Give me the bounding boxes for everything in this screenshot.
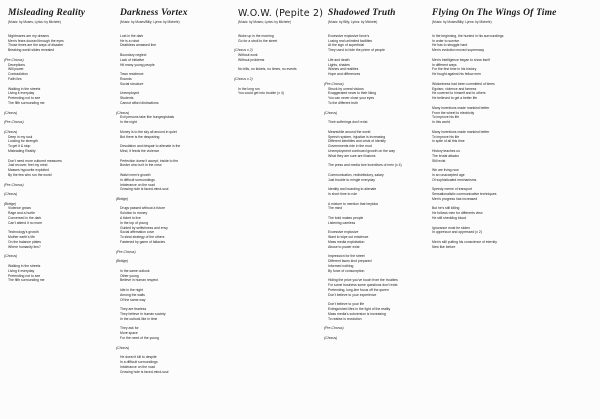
lyric-line: Deceptions [8, 62, 25, 67]
lyric-line: Among the walls [120, 292, 145, 297]
lyric-line: On the balance plates [8, 240, 41, 245]
lyric-line: Rounds [120, 76, 132, 81]
lyric-line: By the few who run the world [8, 172, 52, 177]
lyric-line: They used to hide the prime of people [328, 48, 385, 53]
section-tag: (Chorus) [4, 192, 18, 197]
lyric-line: Mass media exploitation [328, 240, 365, 245]
lyric-line: Breaking world slides revealed [8, 48, 54, 53]
lyric-line: He fought against his fellow men [432, 72, 482, 77]
lyric-line: Idle in the night [120, 288, 143, 293]
lyric-line: Informed nothing [328, 264, 354, 269]
song-title: W.O.W. (Pepite 2) [238, 8, 324, 19]
lyric-line: Mind, it feeds the violence [120, 148, 160, 153]
lyric-line: You can never close your eyes [328, 96, 375, 101]
lyric-line: He doesn't kill to despite [120, 355, 157, 360]
lyric-line: Life and death [328, 57, 350, 62]
lyric-line: Of the same way [120, 297, 146, 302]
song-credit: (Music: by Moses/Billy; Lyrics: by Michele) [432, 20, 492, 24]
lyric-line: Contradiction [8, 72, 28, 77]
lyric-line: Abuse to power exist [328, 244, 360, 249]
lyric-line: In oppressor and oppressed (x 2) [432, 230, 482, 235]
lyric-line: Losing real unlimited facilities [328, 38, 373, 43]
lyric-line: Lights, shades [328, 62, 350, 67]
lyric-line: Students [120, 96, 134, 101]
lyric-line: From the wheel to electricity [432, 110, 475, 115]
song-column-misleading-reality [4, 8, 116, 283]
lyric-line: Struck by unreal visions [328, 86, 364, 91]
lyric-line: For some business some questions don't exist [328, 283, 398, 288]
lyric-line: Violence grows [8, 206, 31, 211]
lyric-line: Governments ride in the mud [328, 144, 372, 149]
lyric-line: To realise is revolution [328, 316, 362, 321]
lyric-line: Impression for the street [328, 254, 365, 259]
lyric-line: Still exist [432, 158, 446, 163]
song-credit: (Music: by Moses; Lyrics: by Michele) [8, 20, 61, 24]
lyric-line: He has to struggle hard [432, 43, 468, 48]
lyric-line: Other young [120, 273, 139, 278]
song-column-shadowed-truth [324, 8, 428, 341]
lyric-line: Egoism, violence and farness [432, 86, 477, 91]
lyric-line: Money is to the sky all around in quiet [120, 129, 177, 134]
lyric-line: Unemployment continued growth on the way [328, 148, 395, 153]
lyric-line: Just trouble to mingle everyday [328, 177, 375, 182]
lyric-line: In the top of young [120, 220, 149, 225]
lyric-line: Unemployed [120, 91, 140, 96]
lyric-line: To get it & stop [8, 144, 31, 149]
lyric-line: He still shedding blood [432, 216, 467, 221]
song-lyrics [4, 29, 116, 283]
section-tag: (Bridge) [116, 196, 129, 201]
lyric-line: Don't believe to your experience [328, 292, 377, 297]
lyric-line: Sensationalistic communicative techniques [432, 192, 497, 197]
section-tag: (Pre-Chorus) [116, 249, 136, 254]
lyric-line: More space [120, 331, 138, 336]
lyric-line: Looking for strength [8, 139, 38, 144]
lyric-line: Evil persons take like hungerglobals [120, 115, 175, 120]
lyric-line: But there is the despairing [120, 134, 160, 139]
lyric-line: The filth surrounding me [8, 100, 45, 105]
lyric-line: Without problems [238, 57, 265, 62]
song-title: Flying On The Wings Of Time [432, 8, 557, 18]
lyric-line: History teaches us [432, 148, 460, 153]
lyric-line: Drugs passed without a future [120, 206, 166, 211]
lyric-line: A mixture to mention that beyblos [328, 201, 379, 206]
lyric-line: Men's evolution moved supremacy [432, 48, 485, 53]
lyric-line: They are fearless [120, 307, 147, 312]
section-tag: (Pre-Chorus) [324, 81, 344, 86]
lyric-line: Living it everyday [8, 91, 35, 96]
lyric-line: Faith lies [8, 76, 22, 81]
lyric-line: Mother earth's life [8, 235, 35, 240]
lyric-line: Believe in human respect [120, 278, 159, 283]
lyric-line: To improve his life [432, 115, 460, 120]
section-tag: (Pre-Chorus) [4, 182, 24, 187]
lyric-line: Identity and boarding to alienate [328, 187, 377, 192]
lyric-line: Living it everyday [8, 268, 35, 273]
lyric-line: Excessive explosive force's [328, 33, 370, 38]
lyric-line: Town residence [120, 72, 144, 77]
section-tag: (Chorus x 2) [234, 48, 253, 53]
lyric-line: Cannot afford distractions [120, 100, 159, 105]
lyric-line: In the outlook like in time [120, 316, 158, 321]
song-lyrics [234, 29, 324, 96]
song-credit: (Music: by Moses; Lyrics: by Michele) [238, 20, 291, 24]
lyric-line: Men's still putting his conscience of eternity [432, 240, 497, 245]
lyric-line: In the long run [238, 86, 260, 91]
lyric-line: Those times are the ways of disaster [8, 43, 64, 48]
lyric-line: Nightmares are my dreams [8, 33, 49, 38]
lyric-line: He follows men for differents view [432, 211, 483, 216]
lyric-line: To the different truth [328, 100, 359, 105]
lyric-line: Lost in the dark [120, 33, 144, 38]
lyric-line: Of sophisticated mechanisms [432, 177, 477, 182]
lyric-line: In an unaccepted age [432, 172, 465, 177]
lyric-line: In spite of all this time [432, 139, 465, 144]
lyric-line: The filth surrounding me [8, 278, 45, 283]
lyric-line: Walking in the streets [8, 264, 41, 269]
song-lyrics [324, 29, 428, 341]
lyric-line: Exaggerated news to their liking [328, 91, 377, 96]
lyric-line: Masses hypocrite exploited [8, 168, 49, 173]
lyric-line: In the night [120, 120, 137, 125]
lyric-line: Hope and differences [328, 72, 361, 77]
lyric-line: Watch men's growth [120, 172, 151, 177]
lyric-line: Men's progress has increased [432, 196, 478, 201]
lyric-line: Men's intelligence began to show itself [432, 57, 490, 62]
lyric-line: Ignorance must be stolen [432, 225, 471, 230]
lyric-line: The bold makes people [328, 216, 364, 221]
lyric-line: Without work [238, 52, 258, 57]
lyric-line: He believed to get a better life [432, 96, 478, 101]
lyric-line: You could get into trouble (x 4) [238, 91, 284, 96]
lyric-line: Will power [8, 67, 24, 72]
section-tag: (Bridge) [116, 259, 129, 264]
song-title: Shadowed Truth [328, 8, 396, 18]
lyric-line: New like before [432, 244, 456, 249]
section-tag: (Chorus) [324, 110, 338, 115]
lyric-line: To improve his life [432, 134, 460, 139]
section-tag: (Bridge) [4, 201, 17, 206]
song-title: Darkness Vortex [120, 8, 188, 18]
section-tag: (Chorus) [4, 110, 18, 115]
lyric-line: Social structure [120, 81, 144, 86]
lyric-line: Growing hole is faced-mind-soul [120, 187, 169, 192]
lyric-line: Solution to money [120, 211, 148, 216]
lyric-line: In the beginning, the hunted in his surroundings [432, 33, 504, 38]
lyric-line: Lack of initiative [120, 57, 145, 62]
song-title: Misleading Reality [8, 8, 86, 18]
section-tag: (Chorus) [324, 336, 338, 340]
lyric-line: Boundary neglect [120, 52, 147, 57]
song-column-flying-on-the-wings-of-time [432, 8, 592, 250]
lyric-line: Speech system, injustice is increasing [328, 134, 386, 139]
lyric-line: Perfection doesn't accept, inside to the [120, 158, 179, 163]
lyric-line: Intolerance on the road [120, 182, 155, 187]
lyric-line: Excessive explosive [328, 230, 359, 235]
lyric-line: Growing hole is faced-mind-soul [120, 369, 169, 374]
lyric-line: In different ways [432, 62, 457, 67]
lyric-line: Don't believe to your life [328, 302, 365, 307]
lyric-line: Desolation and despair to alienate is the [120, 144, 181, 149]
lyric-line: Different faces kind prepared [328, 259, 372, 264]
lyric-line: Different identities and crisis of identity [328, 139, 386, 144]
lyric-line: Many inventions made mankind better [432, 105, 490, 110]
lyric-line: Fastened by game of fallacies [120, 240, 166, 245]
song-lyrics [432, 29, 592, 250]
song-lyrics [116, 29, 228, 374]
lyric-line: Their sufferings don't exist [328, 120, 368, 125]
lyric-line: For the need of the young [120, 336, 159, 340]
lyric-line: Just recover, feel my mind [8, 163, 48, 168]
lyric-line: For the first time in his history [432, 67, 477, 72]
lyric-line: Hit many young people [120, 62, 155, 67]
lyric-line: In difficult surroundings [120, 177, 155, 182]
section-tag: (Chorus) [116, 345, 130, 350]
lyric-line: He covered to himself and to others [432, 91, 486, 96]
lyric-line: The brutal attacks [432, 153, 459, 158]
lyric-line: At the sign of superficial [328, 43, 364, 48]
lyric-line: Wishes and realities [328, 67, 359, 72]
lyric-line: Don't need more cultured measures [8, 158, 62, 163]
section-tag: (Chorus) [4, 254, 18, 259]
section-tag: (Pre-Chorus) [4, 57, 24, 62]
lyric-line: Border who isn't in the crew [120, 163, 162, 168]
lyric-line: In the same outlook [120, 268, 150, 273]
lyric-line: What they are sure are illusions [328, 153, 376, 158]
lyric-line: Where humanity lies? [8, 244, 41, 249]
lyric-line: In order to survive [432, 38, 460, 43]
lyric-line: We are living now [432, 168, 459, 173]
lyric-line: Listening careless [328, 220, 356, 225]
lyric-line: Rage and a hurtle [8, 211, 35, 216]
lyric-line: Deep in my soul [8, 134, 33, 139]
lyric-line: The mind [328, 206, 343, 211]
lyric-line: By force of consumption [328, 268, 365, 273]
lyric-line: In this world [432, 120, 451, 125]
lyric-line: To steal strategy of the others [120, 235, 165, 240]
lyric-line: Pretending, long-line focus off the queen [328, 288, 389, 293]
lyric-line: Guided by selfishness and envy [120, 225, 168, 230]
lyric-line: They believe in human society [120, 312, 166, 317]
song-credit: (Music: by Moses/Billy; Lyrics: by Michele) [120, 20, 180, 24]
lyric-line: Wickedness had been committed of times [432, 81, 495, 86]
lyric-line: Walking in the streets [8, 86, 41, 91]
lyric-line: They ask for [120, 326, 139, 331]
section-tag: (Chorus) [4, 129, 18, 134]
lyric-line: Extinguished lifes in the light of the reality [328, 307, 391, 312]
lyric-line: Many inventions made mankind better [432, 129, 490, 134]
section-tag: (Pre-Chorus) [4, 120, 24, 125]
song-column-darkness-vortex [116, 8, 228, 374]
song-credit: (Music: by Billy; Lyrics: by Michele) [328, 20, 378, 24]
lyric-line: In a difficult surroundings [120, 359, 158, 364]
lyric-line: Woke up in the morning [238, 33, 274, 38]
lyric-line: Technology's growth [8, 230, 39, 235]
section-tag: (Pre-Chorus) [324, 326, 344, 331]
lyric-line: Mass media's subversion is increasing [328, 312, 386, 317]
lyric-line: A ticket to live [120, 216, 141, 221]
lyric-line: Social affirmation cove [120, 230, 155, 235]
section-tag: (Chorus x 2) [234, 76, 253, 81]
lyric-line: Conversed in the dark [8, 216, 42, 221]
lyric-line: He is a robot [120, 38, 140, 43]
lyric-line: Deathless amassed line [120, 43, 156, 48]
lyric-line: Communication, redistributory, salary [328, 172, 384, 177]
lyric-line: Men's fears doused through the eyes [8, 38, 64, 43]
lyric-line: Misleading Reality [8, 148, 36, 153]
lyric-line: Hiding the price you've touch from the troubles [328, 278, 398, 283]
song-column-wow-pepite-2 [234, 8, 324, 96]
lyric-line: Pretending not to see [8, 96, 41, 101]
lyric-line: Pretending not to see [8, 273, 41, 278]
lyric-line: The press and media tore incentives of men (x 4) [328, 163, 402, 168]
lyric-line: Can't attend it no more [8, 220, 43, 225]
lyric-line: No bills, no tickets, no times, no events [238, 67, 297, 72]
lyric-line: Go for a stroll to the street [238, 38, 278, 43]
lyric-line: Meanwhile around the world [328, 129, 371, 134]
lyric-line: In short time to rule [328, 192, 358, 197]
section-tag: (Chorus) [116, 110, 130, 115]
lyric-line: Intolerance on the road [120, 364, 155, 369]
lyric-line: But he's still killing [432, 206, 460, 211]
lyric-line: Speedy meme of transport [432, 187, 472, 192]
lyric-line: Want to wipe out existence [328, 235, 369, 240]
